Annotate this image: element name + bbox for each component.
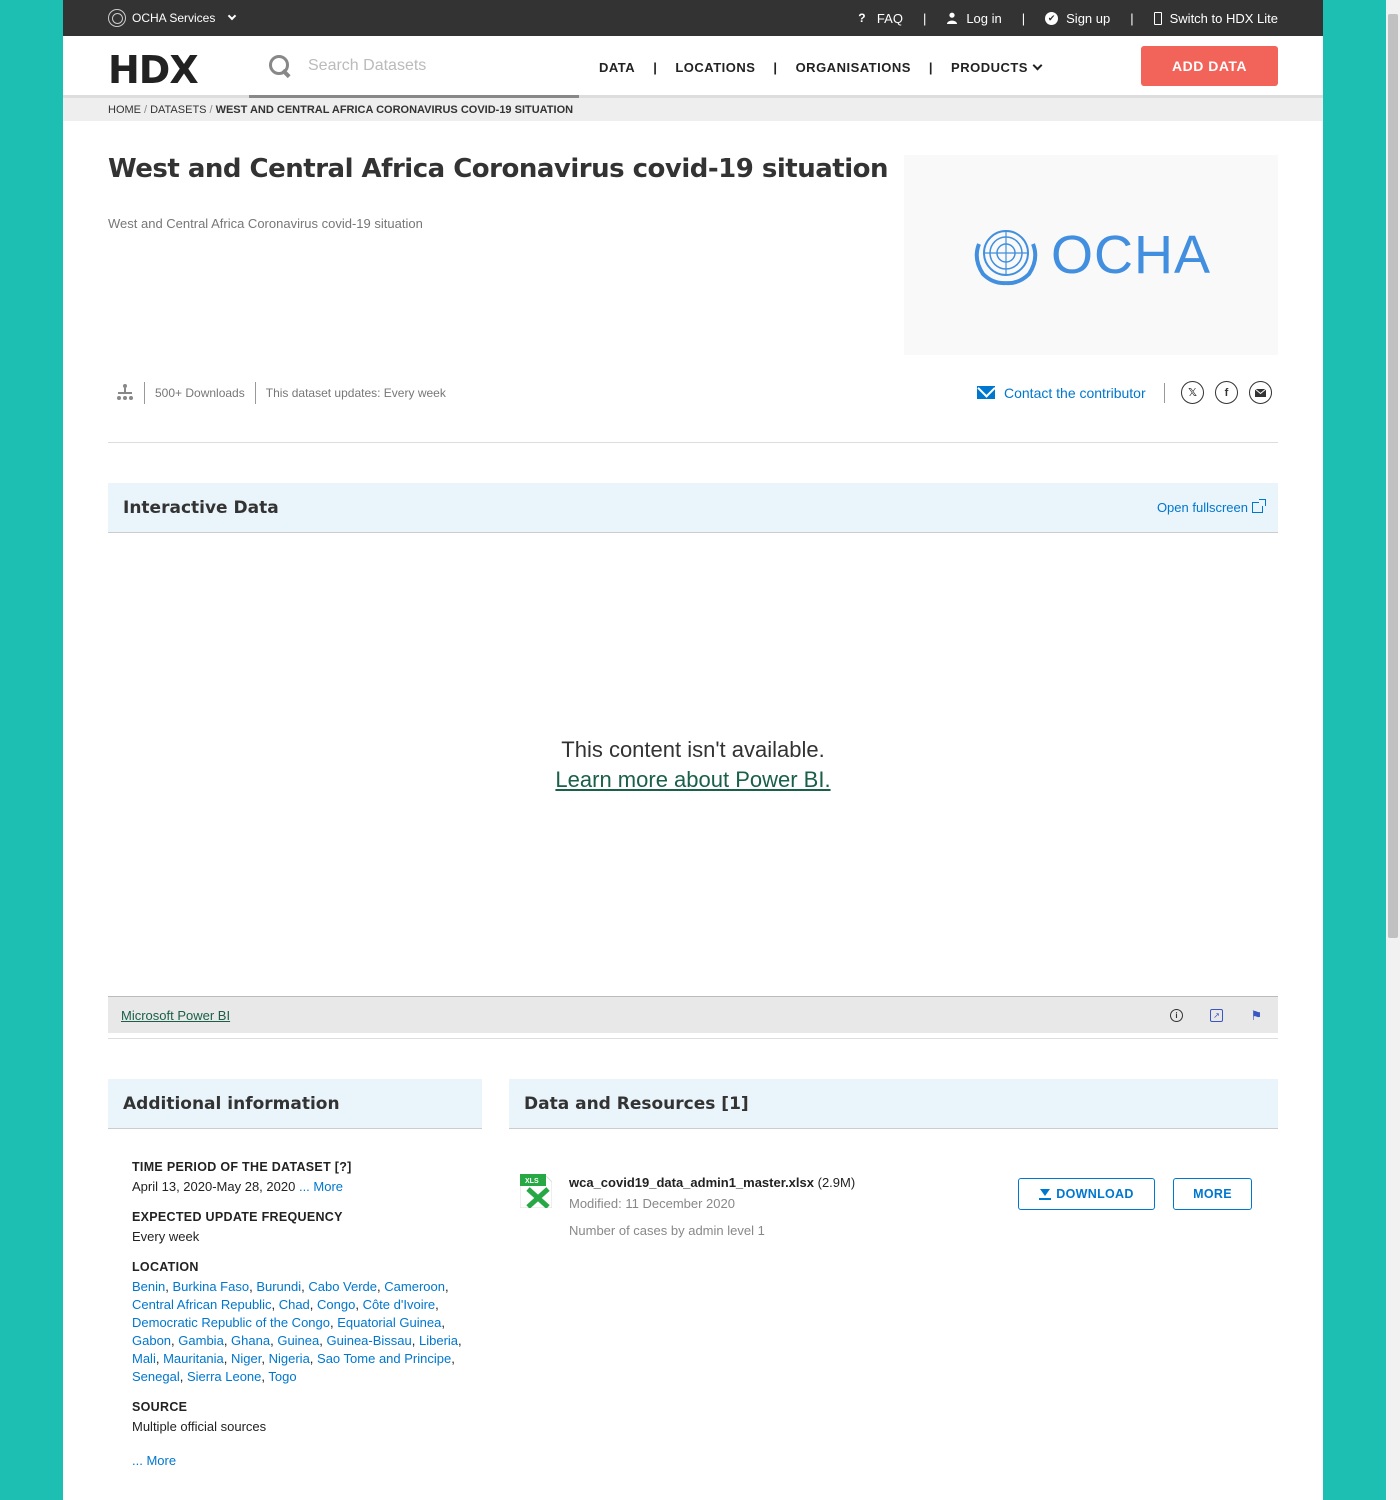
location-link[interactable]: Senegal — [132, 1369, 180, 1384]
location-link[interactable]: Chad — [278, 1297, 310, 1312]
page — [63, 0, 1323, 1500]
divider — [1164, 383, 1165, 403]
page-title: West and Central Africa Coronavirus covid-19 situation — [108, 154, 888, 184]
location-link[interactable]: Mali — [132, 1351, 156, 1366]
location-link[interactable]: Sao Tome and Principe — [317, 1351, 452, 1366]
resource-name[interactable] — [569, 1175, 855, 1190]
update-frequency-label: EXPECTED UPDATE FREQUENCY — [132, 1210, 343, 1224]
source-label: SOURCE — [132, 1400, 188, 1414]
time-period-more-link[interactable]: ... More — [298, 1179, 344, 1194]
share-icon[interactable]: ↗ — [1210, 1009, 1223, 1022]
user-icon — [946, 12, 958, 24]
hdx-lite-label: Switch to HDX Lite — [1169, 10, 1278, 26]
location-link[interactable]: Gambia — [178, 1333, 224, 1348]
ocha-logo-text: OCHA — [1050, 225, 1211, 285]
flag-icon[interactable]: ⚑ — [1250, 1007, 1263, 1023]
powerbi-message — [108, 735, 1278, 795]
chevron-down-icon — [1033, 60, 1043, 70]
source-value: Multiple official sources — [132, 1419, 267, 1434]
dataset-description: West and Central Africa Coronavirus covid-19 situation — [108, 216, 423, 231]
separator: | — [1021, 10, 1026, 26]
search-icon[interactable] — [269, 55, 291, 77]
more-button[interactable]: MORE — [1173, 1178, 1252, 1210]
location-list: Benin, Burkina Faso, Burundi, Cabo Verde, Cameroon, Central African Republic, Chad, Congo, Côte d'Ivoire, Democratic Republic of the Congo, Equatorial Guinea, Gabon, Gambia, Ghana, Guinea, Guinea-Bissau, Liberia, Mali, Mauritania, Niger, Nigeria, Sao Tome and Principe, Senegal, Sierra Leone, Togo — [132, 1279, 462, 1384]
separator: | — [1130, 10, 1134, 26]
location-link[interactable]: Togo — [268, 1369, 297, 1384]
location-link[interactable]: Côte d'Ivoire — [362, 1297, 436, 1312]
login-link[interactable] — [946, 11, 1001, 26]
scrollbar-thumb[interactable] — [1388, 14, 1398, 938]
file-type-label: XLS — [525, 1178, 539, 1185]
un-emblem-icon — [108, 9, 126, 27]
divider — [108, 1038, 1278, 1039]
email-share-icon[interactable] — [1249, 381, 1272, 404]
ocha-services-menu[interactable] — [108, 0, 235, 36]
external-link-icon — [1252, 502, 1263, 513]
location-link[interactable]: Burkina Faso — [172, 1279, 250, 1294]
un-emblem-icon — [971, 224, 1041, 286]
interactive-data-header — [108, 483, 1278, 533]
separator: | — [922, 10, 927, 26]
location-link[interactable]: Liberia — [419, 1333, 459, 1348]
location-link[interactable]: Guinea — [277, 1333, 320, 1348]
nav-products[interactable] — [951, 60, 1041, 75]
divider — [108, 442, 1278, 443]
time-period-label: TIME PERIOD OF THE DATASET [?] — [132, 1160, 352, 1174]
content-unavailable-text: This content isn't available. — [561, 737, 825, 762]
location-link[interactable]: Ghana — [231, 1333, 271, 1348]
mobile-icon — [1154, 12, 1162, 25]
dataset-meta — [108, 380, 456, 405]
additional-info-title: Additional information — [123, 1093, 340, 1114]
location-link[interactable]: Nigeria — [268, 1351, 310, 1366]
location-label: LOCATION — [132, 1260, 199, 1274]
nav-products-label: PRODUCTS — [951, 59, 1028, 75]
info-icon[interactable]: i — [1170, 1009, 1183, 1022]
location-link[interactable]: Sierra Leone — [186, 1369, 262, 1384]
question-icon: ? — [858, 11, 866, 25]
resource-file-size: (2.9M) — [817, 1175, 856, 1190]
download-button[interactable] — [1018, 1178, 1155, 1210]
resource-file-name: wca_covid19_data_admin1_master.xlsx — [569, 1175, 814, 1190]
main-nav — [599, 36, 1041, 98]
xlsx-file-icon — [520, 1174, 552, 1208]
faq-label: FAQ — [876, 10, 903, 26]
x-share-icon[interactable]: 𝕏 — [1181, 381, 1204, 404]
location-link[interactable]: Central African Republic — [132, 1297, 272, 1312]
download-label: DOWNLOAD — [1056, 1187, 1134, 1201]
hdx-lite-link[interactable] — [1154, 11, 1278, 26]
email-icon — [1255, 389, 1266, 397]
nav-data[interactable]: DATA — [599, 59, 636, 75]
breadcrumb — [63, 98, 1323, 121]
nav-locations[interactable]: LOCATIONS — [675, 59, 756, 75]
additional-info-header — [108, 1079, 482, 1129]
resource-description: Number of cases by admin level 1 — [569, 1223, 765, 1238]
downloads-count: 500+ Downloads — [145, 382, 256, 404]
separator: | — [653, 59, 658, 75]
add-data-button[interactable]: ADD DATA — [1141, 46, 1278, 86]
top-bar — [63, 0, 1323, 36]
breadcrumb-datasets[interactable]: DATASETS — [150, 103, 207, 116]
learn-more-powerbi-link[interactable]: Learn more about Power BI. — [555, 767, 831, 792]
search-box — [249, 36, 579, 98]
signup-label: Sign up — [1066, 10, 1111, 26]
additional-info-body — [132, 1160, 472, 1468]
time-period-text: April 13, 2020-May 28, 2020 — [132, 1179, 296, 1194]
update-frequency-value: Every week — [132, 1229, 200, 1244]
location-link[interactable]: Congo — [317, 1297, 356, 1312]
location-link[interactable]: Cameroon — [384, 1279, 445, 1294]
location-link[interactable]: Mauritania — [163, 1351, 224, 1366]
dataset-meta-cell — [108, 382, 145, 404]
interactive-data-title: Interactive Data — [123, 497, 279, 518]
location-link[interactable]: Cabo Verde — [308, 1279, 378, 1294]
download-icon — [1039, 1188, 1051, 1200]
breadcrumb-separator: / — [144, 103, 148, 116]
contact-label: Contact the contributor — [1004, 384, 1146, 401]
nav-organisations[interactable]: ORGANISATIONS — [795, 59, 911, 75]
update-frequency: This dataset updates: Every week — [265, 385, 446, 400]
hdx-logo[interactable]: HDX — [108, 48, 198, 92]
envelope-icon — [977, 386, 995, 399]
location-link[interactable]: Guinea-Bissau — [326, 1333, 412, 1348]
login-label: Log in — [966, 10, 1002, 26]
top-links — [855, 0, 1278, 36]
location-link[interactable]: Burundi — [256, 1279, 302, 1294]
separator: | — [773, 59, 778, 75]
organisation-logo[interactable] — [904, 155, 1278, 355]
signup-link[interactable] — [1045, 11, 1110, 26]
powerbi-footer-bar — [108, 996, 1278, 1033]
resources-title: Data and Resources [1] — [524, 1093, 749, 1114]
location-link[interactable]: Benin — [132, 1279, 166, 1294]
location-link[interactable]: Equatorial Guinea — [337, 1315, 442, 1330]
main-header — [63, 36, 1323, 98]
microsoft-powerbi-link[interactable]: Microsoft Power BI — [121, 1007, 231, 1023]
resources-header — [509, 1079, 1278, 1129]
faq-link[interactable] — [855, 11, 903, 26]
open-fullscreen-link[interactable] — [1157, 500, 1263, 515]
contact-contributor-link[interactable] — [977, 380, 1146, 405]
hierarchy-icon — [116, 384, 134, 402]
time-period-value — [132, 1178, 472, 1196]
open-fullscreen-label: Open fullscreen — [1156, 500, 1248, 515]
check-circle-icon: ✔ — [1045, 12, 1058, 25]
separator: | — [928, 59, 934, 75]
more-info-link[interactable]: ... More — [132, 1453, 177, 1468]
resource-modified: Modified: 11 December 2020 — [569, 1196, 735, 1211]
scrollbar[interactable] — [1386, 0, 1400, 1500]
facebook-share-icon[interactable]: f — [1215, 381, 1238, 404]
ocha-services-label: OCHA Services — [132, 11, 216, 25]
location-link[interactable]: Democratic Republic of the Congo — [132, 1315, 330, 1330]
breadcrumb-current: WEST AND CENTRAL AFRICA CORONAVIRUS COVID-19 SITUATION — [215, 103, 574, 116]
chevron-down-icon — [228, 12, 236, 20]
search-input[interactable] — [308, 57, 548, 75]
location-link[interactable]: Niger — [231, 1351, 262, 1366]
location-link[interactable]: Gabon — [132, 1333, 172, 1348]
breadcrumb-home[interactable]: HOME — [108, 103, 141, 116]
breadcrumb-separator: / — [209, 103, 213, 116]
